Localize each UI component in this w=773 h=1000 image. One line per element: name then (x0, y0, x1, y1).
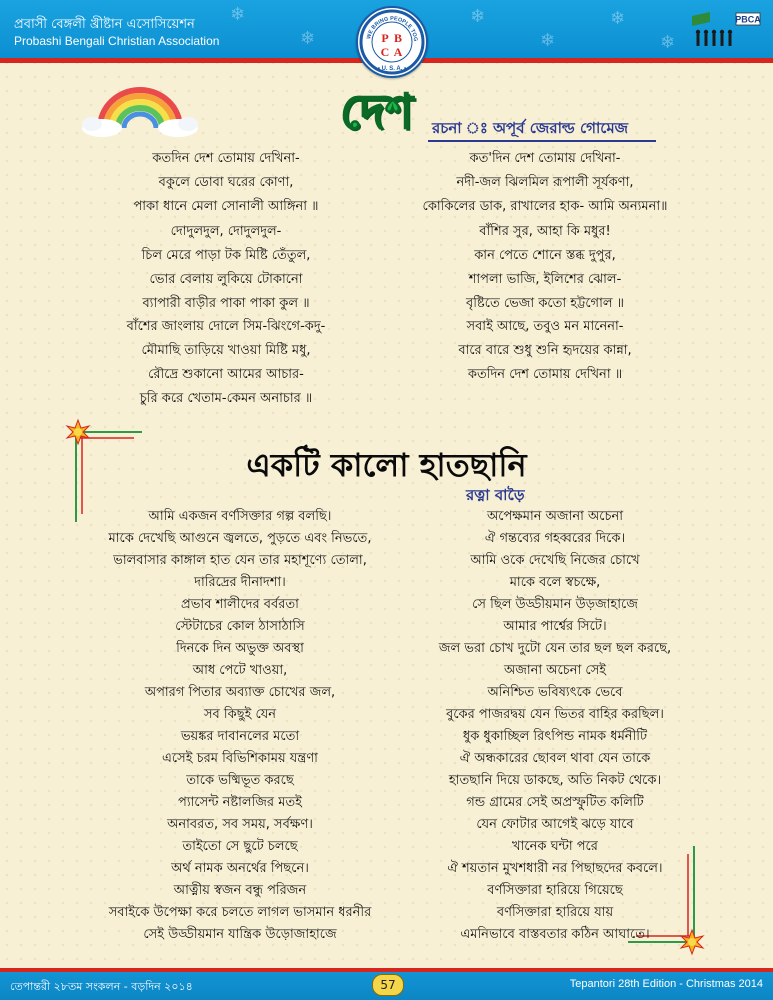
poem-line: সবাইকে উপেক্ষা করে চলতে লাগল ভাসমান ধরনীর (108, 905, 372, 920)
poem-line: এসেই চরম বিভিশিকাময় যন্ত্রণা (162, 751, 318, 766)
poem-line: ভয়ঙ্কর দাবানলের মতো (180, 729, 300, 744)
poem-line: দিনকে দিন অভুক্ত অবস্থা (176, 641, 304, 656)
poem-line: বুকের পাজরদ্বয় যেন ভিতর বাহির করছিল। (446, 707, 664, 722)
poem-line: সবাই আছে, তবুও মন মানেনা- (466, 319, 624, 334)
poem-line: ভালবাসার কাঙ্গাল হাত যেন তার মহাশূণ্যে তোলা, (113, 553, 367, 568)
snowflake-icon: ❄ (660, 32, 676, 53)
poem-line: বকুলে ডোবা ঘরের কোণা, (158, 175, 294, 190)
poem-line: অজানা অচেনা সেই (503, 663, 607, 678)
poem-line: মাকে দেখেছি আগুনে জ্বলতে, পুড়তে এবং নিভতে, (108, 531, 372, 546)
poem-line: তাইতো সে ছুটে চলছে (182, 839, 298, 854)
poem1-title: দেশ (340, 84, 414, 140)
poem-line: স্টেটাচের কোল ঠাসাঠাসি (175, 619, 305, 634)
org-name-bengali: প্রবাসী বেঙ্গলী খ্রীষ্টান এসোসিয়েশন (14, 17, 195, 32)
poem-line: সব কিছুই যেন (203, 707, 277, 722)
svg-text:B: B (393, 31, 403, 45)
poem1-author: রচনা ঃ অপূর্ব জেরাল্ড গোমেজ (432, 119, 629, 137)
poem-line: অপেক্ষমান অজানা অচেনা (486, 509, 624, 524)
poem-line: জল ভরা চোখ দুটো যেন তার ছল ছল করছে, (438, 641, 672, 656)
poem-line: তাকে ভষ্মিভূত করছে (186, 773, 294, 788)
footer-edition-english: Tepantori 28th Edition - Christmas 2014 (569, 978, 763, 990)
poem-line: বর্ণসিক্তারা হারিয়ে গিয়েছে (487, 883, 623, 898)
snowflake-icon: ❄ (300, 28, 316, 49)
svg-text:C: C (380, 45, 390, 59)
poem-line: কতদিন দেশ তোমায় দেখিনা- (152, 151, 300, 166)
snowflake-icon: ❄ (540, 30, 556, 51)
poem2-right-column (400, 506, 710, 946)
poem-line: ঐ গন্তব্যের গহব্বরের দিকে। (484, 531, 626, 546)
poem-line: খানেক ঘন্টা পরে (512, 839, 598, 854)
poem-line: শাপলা ভাজি, ইলিশের ঝোল- (468, 272, 622, 287)
poem-line: এমনিভাবে বাস্তবতার কঠিন আঘাতে। (460, 927, 650, 942)
poem-line: বারে বারে শুধু শুনি হৃদয়ের কান্না, (458, 343, 632, 358)
author-underline (428, 140, 656, 142)
poem2-title: একটি কালো হাতছানি (246, 446, 527, 484)
pbca-seal-logo (356, 6, 428, 78)
svg-text:PBCA: PBCA (735, 14, 761, 25)
poem-line: দোদুলদুল, দোদুলদুল- (170, 224, 282, 239)
svg-text:P: P (381, 31, 389, 45)
poem-line: বাঁশির সুর, আহা কি মধুর! (479, 224, 611, 239)
poem-line: মৌমাছি তাড়িয়ে খাওয়া মিষ্টি মধু, (141, 343, 311, 358)
poem-line: সে ছিল উড্ডীয়মান উড়জাহাজে (472, 597, 638, 612)
svg-text:• U. S. A. •: • U. S. A. • (377, 66, 407, 72)
page-number: 57 (372, 974, 404, 996)
poem-line: কতদিন দেশ তোমায় দেখিনা ॥ (467, 367, 623, 382)
poem-line: হাতছানি দিয়ে ডাকছে, অতি নিকট থেকে। (448, 773, 662, 788)
poem2-left-column (80, 506, 400, 946)
poem-line: ব্যাপারী বাড়ীর পাকা পাকা কুল ॥ (142, 296, 310, 311)
poem1-right-stanza-3 (400, 315, 690, 387)
poem-line: প্রভাব শালীদের বর্বরতা (181, 597, 299, 612)
svg-text:WE BRING PEOPLE TOGETHER: WE BRING PEOPLE TOG (366, 15, 419, 42)
poem-line: ভোর বেলায় লুকিয়ে টোকানো (149, 272, 303, 287)
rainbow-icon (80, 78, 200, 138)
poem-line: গন্ড গ্রামের সেই অপ্রস্ফুটিত কলিটি (466, 795, 644, 810)
poem-line: আমি একজন বর্ণসিক্তার গল্প বলছি। (148, 509, 332, 524)
poem-line: মাকে বলে স্বচক্ষে, (509, 575, 601, 590)
poem-line: আত্নীয় স্বজন বন্ধু পরিজন (173, 883, 307, 898)
poem2-author: রত্না বাড়ৈ (466, 486, 525, 504)
pbca-brand-logo (688, 10, 762, 54)
poem-line: রৌদ্রে শুকানো আমের আচার- (148, 367, 304, 382)
poem1-left-stanza-2 (96, 220, 356, 316)
poem-line: যেন ফোটার আগেই ঝড়ে যাবে (476, 817, 634, 832)
snowflake-icon: ❄ (610, 8, 626, 29)
poem-line: ঐ শয়তান মুখশধারী নর পিছাছদের কবলে। (447, 861, 663, 876)
poem1-right-stanza-2 (400, 220, 690, 316)
poem-line: ধুক ধুকাচ্ছিল রিৎপিন্ড নামক ধর্মনীটি (462, 729, 648, 744)
snowflake-icon: ❄ (230, 4, 246, 25)
poem-line: অপারগ পিতার অব্যাক্ত চোখের জল, (144, 685, 336, 700)
footer-bar (0, 968, 773, 1000)
poem1-left-stanza-3 (96, 315, 356, 411)
snowflake-icon: ❄ (470, 6, 486, 27)
poem-line: কান পেতে শোনে স্তব্ধ দুপুর, (474, 248, 616, 263)
poem-line: সেই উড্ডীয়মান যান্ত্রিক উড়োজাহাজে (143, 927, 337, 942)
poem-line: আমার পার্শ্বের সিটে। (503, 619, 607, 634)
poem-line: অনিশ্চিত ভবিষ্যৎকে ভেবে (487, 685, 623, 700)
poem1-right-stanza-1 (400, 147, 690, 219)
poem-line: চুরি করে খেতাম-কেমন অনাচার ॥ (139, 391, 313, 406)
org-name-english: Probashi Bengali Christian Association (14, 34, 220, 48)
poem-line: কত'দিন দেশ তোমায় দেখিনা- (469, 151, 621, 166)
poem-line: বর্ণসিক্তারা হারিয়ে যায় (496, 905, 614, 920)
poem-line: আমি ওকে দেখেছি নিজের চোখে (470, 553, 640, 568)
poem1-left-stanza-1 (96, 147, 356, 219)
poem-line: অর্থ নামক অনর্থের পিছনে। (171, 861, 309, 876)
footer-edition-bengali: তেপান্তরী ২৮তম সংকলন - বড়দিন ২০১৪ (10, 980, 193, 993)
svg-text:A: A (393, 45, 403, 59)
poem-line: কোকিলের ডাক, রাখালের হাক- আমি অন্যমনা॥ (422, 199, 668, 214)
poem-line: নদী-জল ঝিলমিল রূপালী সূর্যকণা, (456, 175, 634, 190)
poem-line: চিল মেরে পাড়া টক মিষ্টি তেঁতুল, (141, 248, 311, 263)
poem-line: পাকা ধানে মেলা সোনালী আঙ্গিনা ॥ (133, 199, 319, 214)
poem-line: বাঁশের জাংলায় দোলে সিম-ঝিংগে-কদু- (126, 319, 326, 334)
footer-divider (0, 968, 773, 972)
poem-line: প্যাসেন্ট নষ্টালজির মতই (178, 795, 302, 810)
poem-line: অনাবরত, সব সময়, সর্বক্ষণ। (167, 817, 313, 832)
poem-line: ঐ অন্ধকারের ছোবল থাবা যেন তাকে (459, 751, 651, 766)
poem-line: দারিদ্রের দীনাদশা। (194, 575, 286, 590)
poem-line: বৃষ্টিতে ভেজা কতো হট্টগোল ॥ (465, 296, 625, 311)
poem-line: আধ পেটে খাওয়া, (192, 663, 288, 678)
